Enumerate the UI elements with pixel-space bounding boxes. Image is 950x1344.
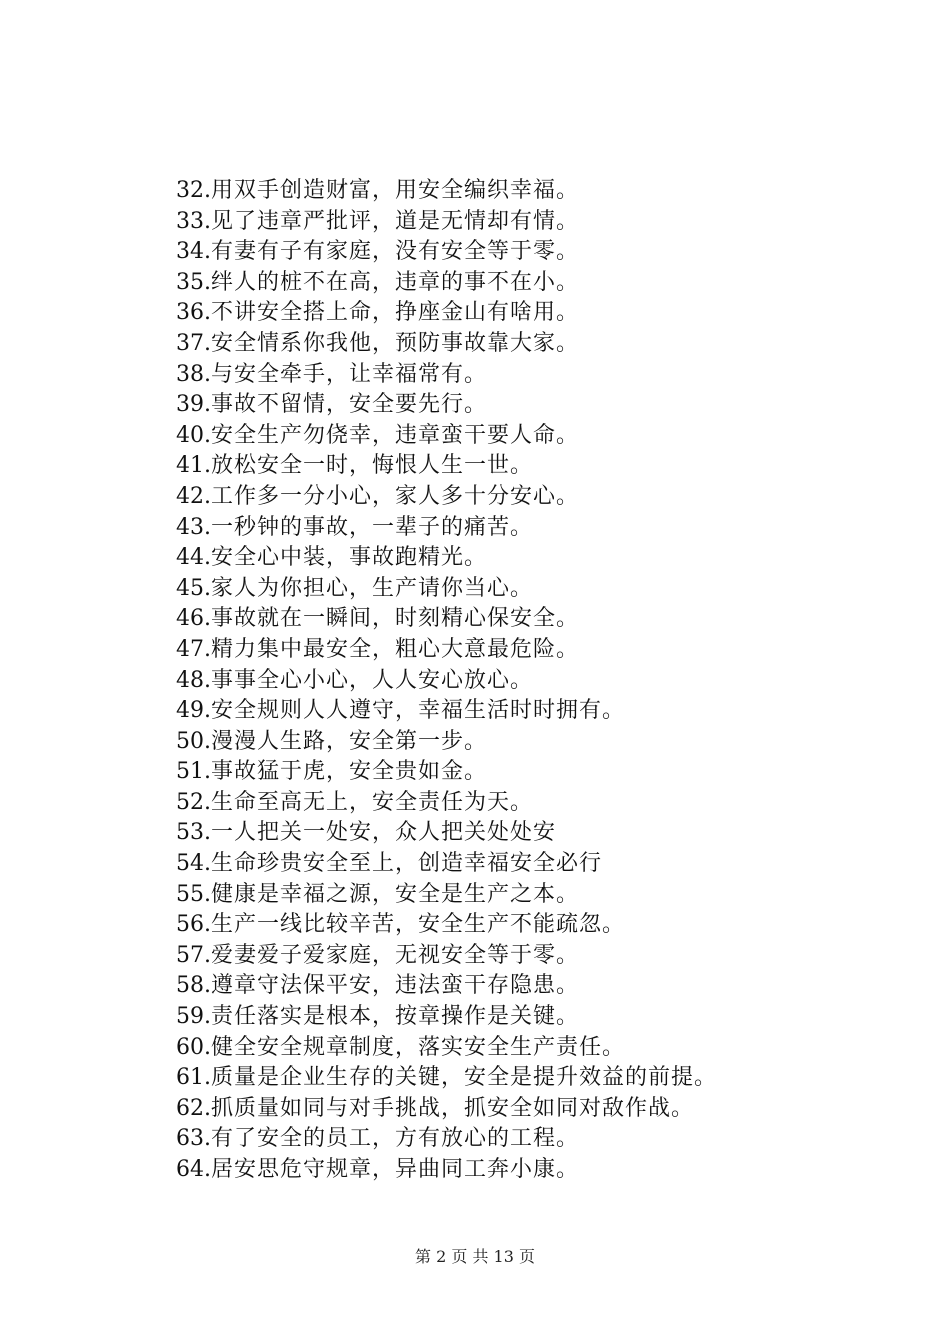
item-text: 健全安全规章制度，落实安全生产责任。	[211, 1034, 626, 1060]
item-number: 34.	[176, 239, 211, 265]
item-number: 36.	[176, 300, 211, 326]
item-number: 35.	[176, 269, 211, 295]
item-text: 安全情系你我他，预防事故靠大家。	[211, 330, 580, 356]
list-item	[176, 635, 717, 666]
list-item	[176, 390, 717, 421]
item-number: 58.	[176, 973, 211, 999]
list-item	[176, 574, 717, 605]
list-item	[176, 207, 717, 238]
list-item	[176, 1155, 717, 1186]
item-text: 抓质量如同与对手挑战，抓安全如同对敌作战。	[211, 1095, 695, 1121]
item-number: 50.	[176, 728, 211, 754]
item-number: 45.	[176, 575, 211, 601]
item-number: 57.	[176, 942, 211, 968]
list-item	[176, 818, 717, 849]
list-item	[176, 666, 717, 697]
list-item	[176, 1063, 717, 1094]
list-item	[176, 971, 717, 1002]
list-item	[176, 788, 717, 819]
item-text: 有妻有子有家庭，没有安全等于零。	[211, 239, 580, 265]
item-text: 一秒钟的事故，一辈子的痛苦。	[211, 514, 534, 540]
item-text: 绊人的桩不在高，违章的事不在小。	[211, 269, 580, 295]
item-text: 不讲安全搭上命，挣座金山有啥用。	[211, 300, 580, 326]
slogan-list	[176, 176, 717, 1186]
list-item	[176, 910, 717, 941]
item-number: 52.	[176, 789, 211, 815]
item-text: 遵章守法保平安，违法蛮干存隐患。	[211, 973, 580, 999]
list-item	[176, 268, 717, 299]
item-number: 42.	[176, 483, 211, 509]
item-number: 37.	[176, 330, 211, 356]
item-number: 44.	[176, 545, 211, 571]
item-number: 56.	[176, 912, 211, 938]
page-footer: 第 2 页 共 13 页	[415, 1247, 535, 1266]
item-text: 安全规则人人遵守，幸福生活时时拥有。	[211, 698, 626, 724]
item-text: 一人把关一处安，众人把关处处安	[211, 820, 557, 846]
item-number: 41.	[176, 453, 211, 479]
item-number: 60.	[176, 1034, 211, 1060]
item-number: 61.	[176, 1065, 211, 1091]
item-number: 55.	[176, 881, 211, 907]
list-item	[176, 880, 717, 911]
list-item	[176, 543, 717, 574]
item-number: 48.	[176, 667, 211, 693]
item-text: 见了违章严批评，道是无情却有情。	[211, 208, 580, 234]
item-text: 与安全牵手，让幸福常有。	[211, 361, 488, 387]
item-number: 54.	[176, 851, 211, 877]
list-item	[176, 757, 717, 788]
item-number: 46.	[176, 606, 211, 632]
item-number: 51.	[176, 759, 211, 785]
list-item	[176, 513, 717, 544]
list-item	[176, 1124, 717, 1155]
list-item	[176, 237, 717, 268]
item-number: 33.	[176, 208, 211, 234]
item-text: 家人为你担心，生产请你当心。	[211, 575, 534, 601]
list-item	[176, 451, 717, 482]
item-text: 事故猛于虎，安全贵如金。	[211, 759, 488, 785]
item-text: 漫漫人生路，安全第一步。	[211, 728, 488, 754]
list-item	[176, 1002, 717, 1033]
list-item	[176, 176, 717, 207]
item-text: 安全生产勿侥幸，违章蛮干要人命。	[211, 422, 580, 448]
list-item	[176, 329, 717, 360]
item-number: 53.	[176, 820, 211, 846]
list-item	[176, 604, 717, 635]
item-text: 安全心中装，事故跑精光。	[211, 545, 488, 571]
item-number: 49.	[176, 698, 211, 724]
list-item	[176, 727, 717, 758]
list-item	[176, 360, 717, 391]
item-number: 40.	[176, 422, 211, 448]
item-text: 生命至高无上，安全责任为天。	[211, 789, 534, 815]
item-number: 63.	[176, 1126, 211, 1152]
item-text: 放松安全一时，悔恨人生一世。	[211, 453, 534, 479]
item-number: 43.	[176, 514, 211, 540]
item-text: 质量是企业生存的关键，安全是提升效益的前提。	[211, 1065, 718, 1091]
item-text: 生产一线比较辛苦，安全生产不能疏忽。	[211, 912, 626, 938]
item-text: 生命珍贵安全至上，创造幸福安全必行	[211, 851, 603, 877]
list-item	[176, 849, 717, 880]
item-text: 工作多一分小心，家人多十分安心。	[211, 483, 580, 509]
list-item	[176, 696, 717, 727]
item-text: 事事全心小心，人人安心放心。	[211, 667, 534, 693]
item-text: 用双手创造财富，用安全编织幸福。	[211, 178, 580, 203]
item-number: 32.	[176, 178, 211, 203]
item-number: 47.	[176, 636, 211, 662]
item-text: 爱妻爱子爱家庭，无视安全等于零。	[211, 942, 580, 968]
item-number: 59.	[176, 1004, 211, 1030]
list-item	[176, 1094, 717, 1125]
item-text: 有了安全的员工，方有放心的工程。	[211, 1126, 580, 1152]
item-number: 38.	[176, 361, 211, 387]
item-text: 事故就在一瞬间，时刻精心保安全。	[211, 606, 580, 632]
item-number: 62.	[176, 1095, 211, 1121]
item-number: 64.	[176, 1157, 211, 1182]
list-item	[176, 1033, 717, 1064]
list-item	[176, 298, 717, 329]
item-text: 责任落实是根本，按章操作是关键。	[211, 1004, 580, 1030]
list-item	[176, 421, 717, 452]
item-text: 事故不留情，安全要先行。	[211, 392, 488, 418]
item-text: 健康是幸福之源，安全是生产之本。	[211, 881, 580, 907]
list-item	[176, 941, 717, 972]
item-text: 精力集中最安全，粗心大意最危险。	[211, 636, 580, 662]
item-text: 居安思危守规章，异曲同工奔小康。	[211, 1157, 580, 1182]
list-item	[176, 482, 717, 513]
item-number: 39.	[176, 392, 211, 418]
